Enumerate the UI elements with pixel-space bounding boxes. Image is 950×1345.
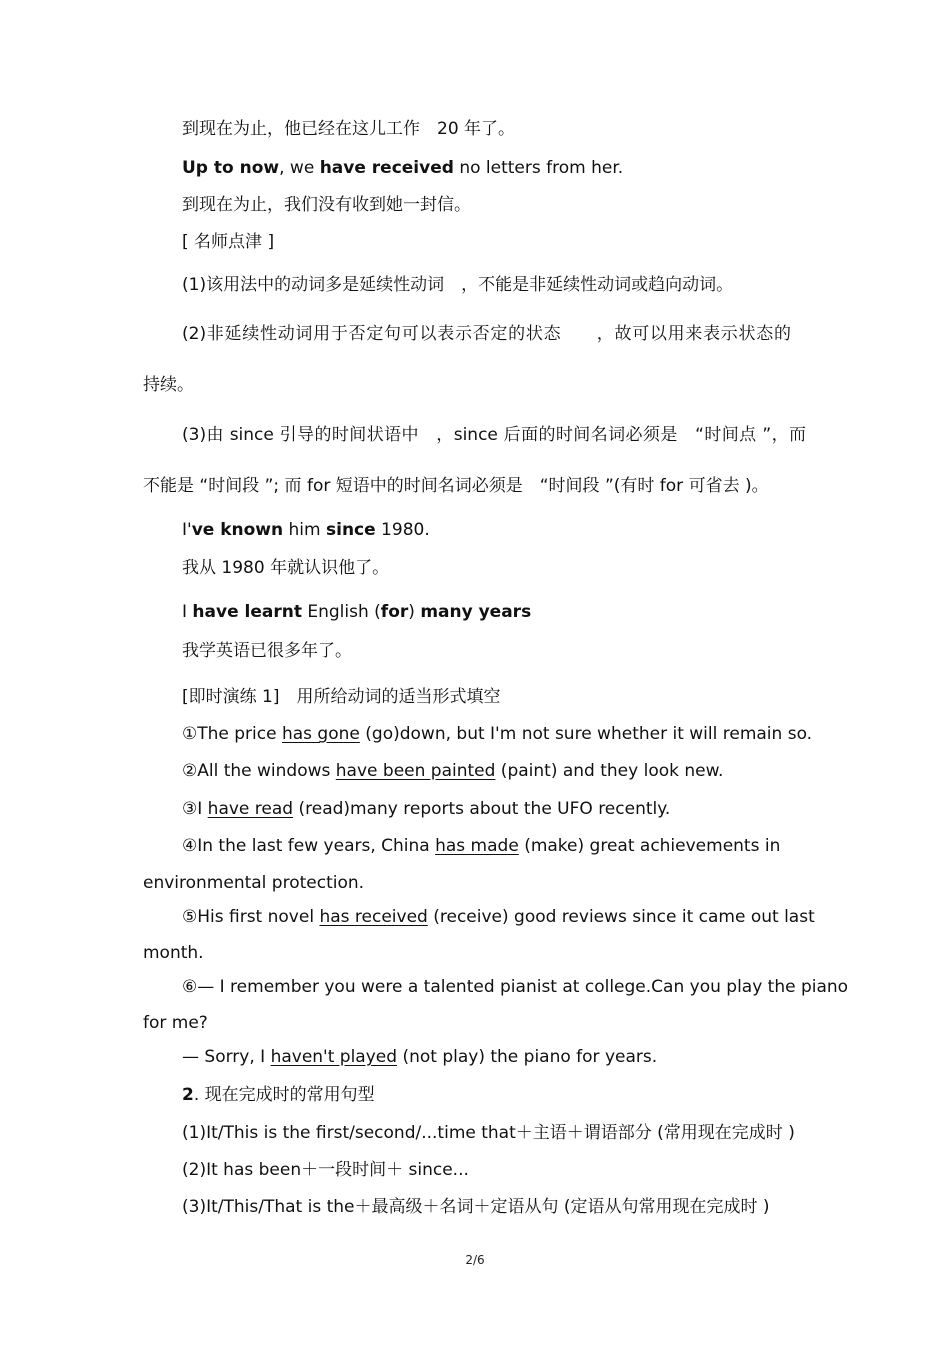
answer-blank: have been painted	[335, 761, 496, 781]
exercise-item: ④In the last few years, China has made (make) great achievements in	[182, 836, 781, 856]
exercise-item: ②All the windows have been painted (paint) and they look new.	[182, 761, 724, 781]
answer-blank: has gone	[281, 724, 360, 744]
example-sentence: I've known him since 1980.	[182, 520, 430, 540]
note-paragraph-continued: 持续。	[143, 375, 194, 395]
example-translation: 到现在为止，我们没有收到她一封信。	[182, 195, 471, 215]
section-heading: [ 名师点津 ]	[182, 232, 275, 252]
exercise-item: ①The price has gone (go)down, but I'm not sure whether it will remain so.	[182, 724, 813, 744]
exercise-item-continued: month.	[143, 943, 204, 963]
example-translation: 我学英语已很多年了。	[182, 641, 352, 661]
exercise-item: ⑤His first novel has received (receive) good reviews since it came out last	[182, 907, 815, 927]
exercise-heading: [即时演练 1] 用所给动词的适当形式填空	[182, 687, 501, 707]
note-paragraph: (3)由 since 引导的时间状语中 ，since 后面的时间名词必须是 “时间点 ”，而	[182, 425, 806, 445]
exercise-item-continued: for me?	[143, 1013, 208, 1033]
example-sentence: Up to now, we have received no letters from her.	[182, 158, 624, 178]
sentence-pattern: (2)It has been＋一段时间＋ since...	[182, 1160, 469, 1180]
page-number: 2/6	[465, 1253, 485, 1267]
example-sentence: I have learnt English (for) many years	[182, 602, 532, 622]
answer-blank: have read	[207, 799, 294, 819]
section-heading: 2. 现在完成时的常用句型	[182, 1085, 375, 1105]
note-paragraph-continued: 不能是 “时间段 ”; 而 for 短语中的时间名词必须是 “时间段 ”(有时 for 可省去 )。	[143, 476, 769, 496]
note-paragraph: (2)非延续性动词用于否定句可以表示否定的状态 ，故可以用来表示状态的	[182, 324, 791, 344]
example-translation: 到现在为止，他已经在这儿工作 20 年了。	[182, 119, 516, 139]
exercise-item-continued: environmental protection.	[143, 873, 365, 893]
note-paragraph: (1)该用法中的动词多是延续性动词 ，不能是非延续性动词或趋向动词。	[182, 275, 734, 295]
sentence-pattern: (3)It/This/That is the＋最高级＋名词＋定语从句 (定语从句常用现在完成时 )	[182, 1197, 770, 1217]
exercise-item: ③I have read (read)many reports about the UFO recently.	[182, 799, 671, 819]
answer-blank: haven't played	[270, 1047, 398, 1067]
exercise-item: ⑥— I remember you were a talented pianist at college.Can you play the piano	[182, 977, 849, 997]
exercise-item: — Sorry, I haven't played (not play) the piano for years.	[182, 1047, 658, 1067]
sentence-pattern: (1)It/This is the first/second/...time that＋主语＋谓语部分 (常用现在完成时 )	[182, 1123, 795, 1143]
answer-blank: has received	[319, 907, 428, 927]
answer-blank: has made	[435, 836, 519, 856]
example-translation: 我从 1980 年就认识他了。	[182, 558, 390, 578]
